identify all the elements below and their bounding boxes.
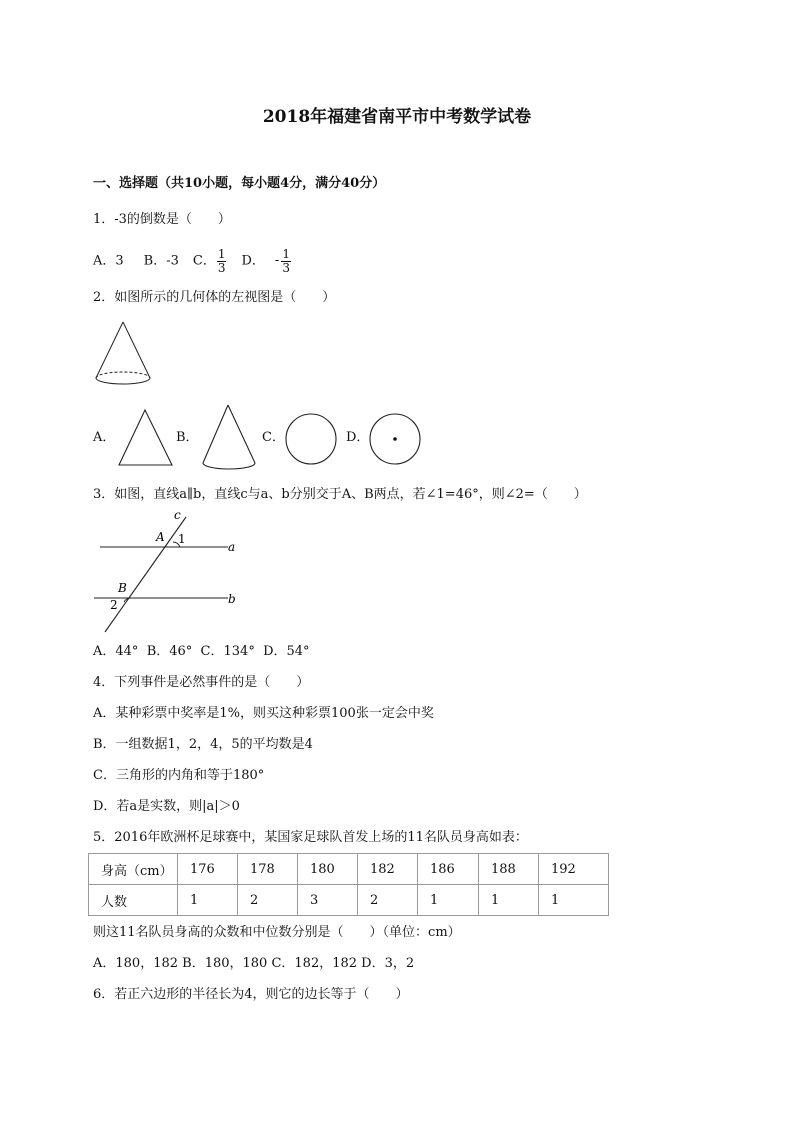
cone-solid-figure — [90, 318, 160, 390]
table-cell: 1 — [178, 885, 238, 916]
option-d-label: D． — [241, 253, 265, 269]
question-3-stem: 3．如图，直线a∥b，直线c与a、b分别交于A、B两点，若∠1=46°，则∠2=（ ） — [93, 487, 587, 502]
table-cell: 2 — [358, 885, 418, 916]
option-c-label: C． — [262, 430, 285, 445]
cone-outline-option-b — [198, 402, 260, 472]
point-b-label: B — [118, 581, 127, 595]
line-c-label: c — [174, 508, 181, 522]
negative-sign: - — [274, 253, 280, 268]
parallel-lines-figure — [90, 505, 250, 637]
question-4-option-c: C．三角形的内角和等于180° — [93, 768, 265, 783]
question-3-options: A．44° B．46° C．134° D．54° — [93, 644, 310, 659]
table-cell: 人数 — [89, 885, 178, 916]
height-table — [88, 853, 609, 916]
page-title: 2018年福建省南平市中考数学试卷 — [262, 107, 532, 127]
table-cell: 1 — [539, 885, 609, 916]
angle-1-label: 1 — [178, 532, 186, 546]
fraction-numerator: 1 — [217, 246, 226, 261]
option-a: A．3 — [93, 253, 124, 269]
fraction-neg-one-third — [281, 248, 291, 275]
table-cell: 身高（cm） — [89, 854, 178, 885]
question-2-stem: 2．如图所示的几何体的左视图是（ ） — [93, 290, 336, 305]
question-4-option-b: B．一组数据1，2，4，5的平均数是4 — [93, 737, 313, 752]
table-cell: 188 — [479, 854, 539, 885]
option-d-label: D． — [346, 430, 370, 445]
question-1-stem: 1．-3的倒数是（ ） — [93, 212, 231, 227]
question-6-stem: 6．若正六边形的半径长为4，则它的边长等于（ ） — [93, 987, 409, 1002]
angle-2-label: 2 — [110, 598, 118, 612]
table-row — [89, 854, 609, 885]
point-a-label: A — [156, 530, 165, 544]
table-cell: 186 — [418, 854, 479, 885]
fraction-denominator: 3 — [217, 260, 226, 275]
question-5-options: A．180，182 B．180，180 C．182，182 D．3，2 — [93, 956, 415, 971]
table-row — [89, 885, 609, 916]
circle-option-c — [284, 412, 338, 466]
question-4-stem: 4．下列事件是必然事件的是（ ） — [93, 675, 310, 690]
section-heading: 一、选择题（共10小题，每小题4分，满分40分） — [93, 176, 386, 191]
table-cell: 192 — [539, 854, 609, 885]
table-cell: 1 — [479, 885, 539, 916]
table-cell: 3 — [298, 885, 358, 916]
table-cell: 182 — [358, 854, 418, 885]
table-cell: 2 — [238, 885, 298, 916]
fraction-numerator: 1 — [282, 246, 290, 261]
question-4-option-a: A．某种彩票中奖率是1%，则买这种彩票100张一定会中奖 — [93, 706, 434, 721]
option-b: B．-3 — [143, 253, 179, 269]
line-b-label: b — [228, 592, 236, 606]
circle-with-dot-option-d — [368, 412, 422, 466]
question-4-option-d: D．若a是实数，则|a|＞0 — [93, 799, 240, 814]
option-b-label: B． — [176, 430, 199, 445]
table-cell: 178 — [238, 854, 298, 885]
option-c-label: C． — [192, 253, 216, 269]
question-1-options — [93, 245, 292, 277]
table-cell: 1 — [418, 885, 479, 916]
table-cell: 180 — [298, 854, 358, 885]
question-5-stem: 5．2016年欧洲杯足球赛中，某国家足球队首发上场的11名队员身高如表： — [93, 830, 528, 845]
line-a-label: a — [228, 540, 236, 554]
triangle-option-a — [116, 406, 176, 470]
option-a-label: A． — [93, 430, 116, 445]
fraction-one-third — [217, 248, 227, 275]
fraction-denominator: 3 — [282, 260, 290, 275]
question-5-question: 则这11名队员身高的众数和中位数分别是（ ）（单位：cm） — [93, 925, 461, 940]
table-cell: 176 — [178, 854, 238, 885]
